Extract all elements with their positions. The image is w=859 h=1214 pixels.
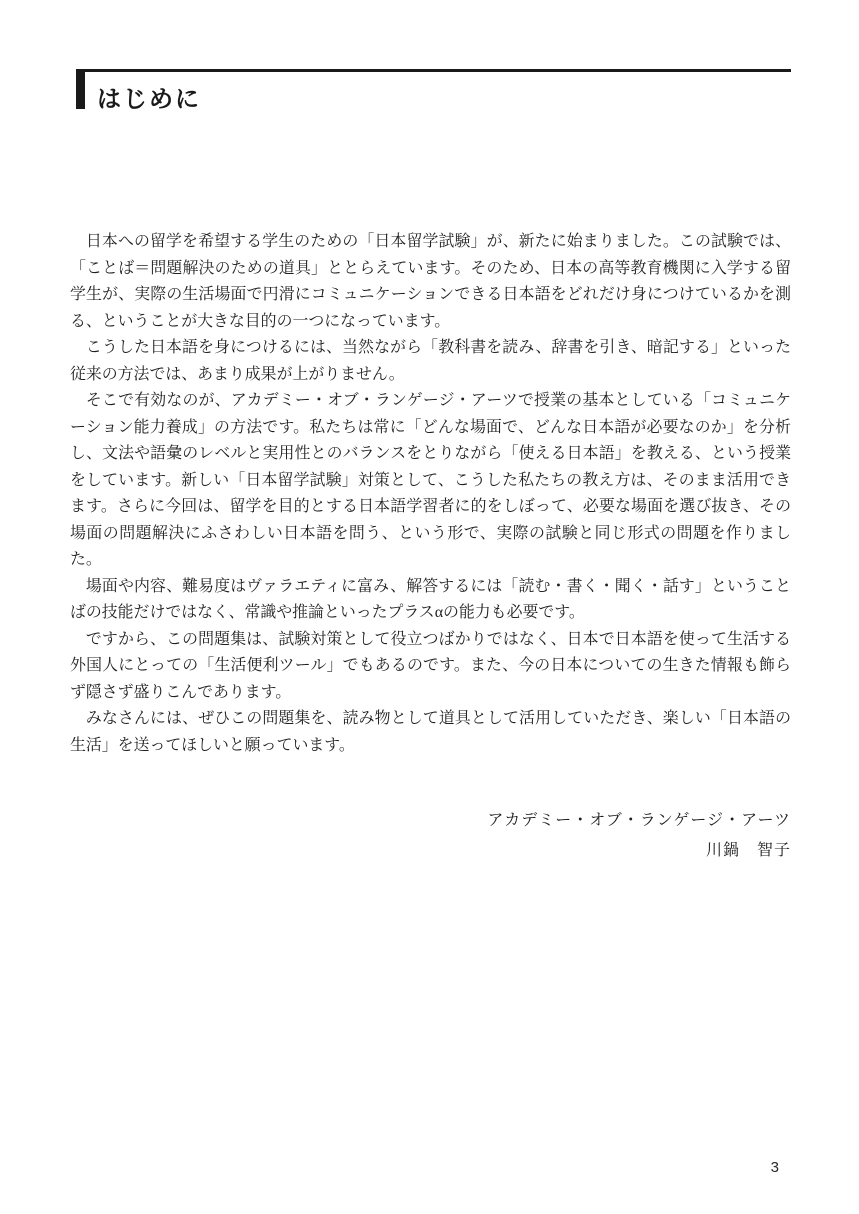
page-number: 3 xyxy=(770,1159,779,1176)
paragraph: こうした日本語を身につけるには、当然ながら「教科書を読み、辞書を引き、暗記する」といった従来の方法では、あまり成果が上がりません。 xyxy=(70,339,791,383)
signature-author: 川鍋 智子 xyxy=(705,842,791,859)
paragraph: そこで有効なのが、アカデミー・オブ・ランゲージ・アーツで授業の基本としている「コミュニケーション能力養成」の方法です。私たちは常に「どんな場面で、どんな日本語が必要なのか」を分析し、文法や語彙のレベルと実用性とのバランスをとりながら「使える日本語」を教える、という授業をしています。新しい「日本留学試験」対策として、こうした私たちの教え方は、そのまま活用できます。さらに今回は、留学を目的とする日本語学習者に的をしぼって、必要な場面を選び抜き、その場面の問題解決にふさわしい日本語を問う、という形で、実際の試験と同じ形式の問題を作りました。 xyxy=(70,392,791,568)
preface-body xyxy=(70,229,791,759)
signature-block xyxy=(70,806,791,866)
header-rule-divider xyxy=(76,69,791,72)
section-header xyxy=(76,69,791,114)
header-accent-bar xyxy=(76,69,85,109)
paragraph: 場面や内容、難易度はヴァラエティに富み、解答するには「読む・書く・聞く・話す」ということばの技能だけではなく、常識や推論といったプラスαの能力も必要です。 xyxy=(70,577,791,621)
page-title: はじめに xyxy=(97,86,201,113)
paragraph: ですから、この問題集は、試験対策として役立つばかりではなく、日本で日本語を使って生活する外国人にとっての「生活便利ツール」でもあるのです。また、今の日本についての生きた情報も飾らず隠さず盛りこんであります。 xyxy=(70,630,791,701)
signature-organization: アカデミー・オブ・ランゲージ・アーツ xyxy=(487,812,791,829)
paragraph: みなさんには、ぜひこの問題集を、読み物として道具として活用していただき、楽しい「日本語の生活」を送ってほしいと願っています。 xyxy=(70,710,791,754)
paragraph: 日本への留学を希望する学生のための「日本留学試験」が、新たに始まりました。この試験では、「ことば＝問題解決のための道具」ととらえています。そのため、日本の高等教育機関に入学する留学生が、実際の生活場面で円滑にコミュニケーションできる日本語をどれだけ身につけているかを測る、ということが大きな目的の一つになっています。 xyxy=(70,233,791,330)
